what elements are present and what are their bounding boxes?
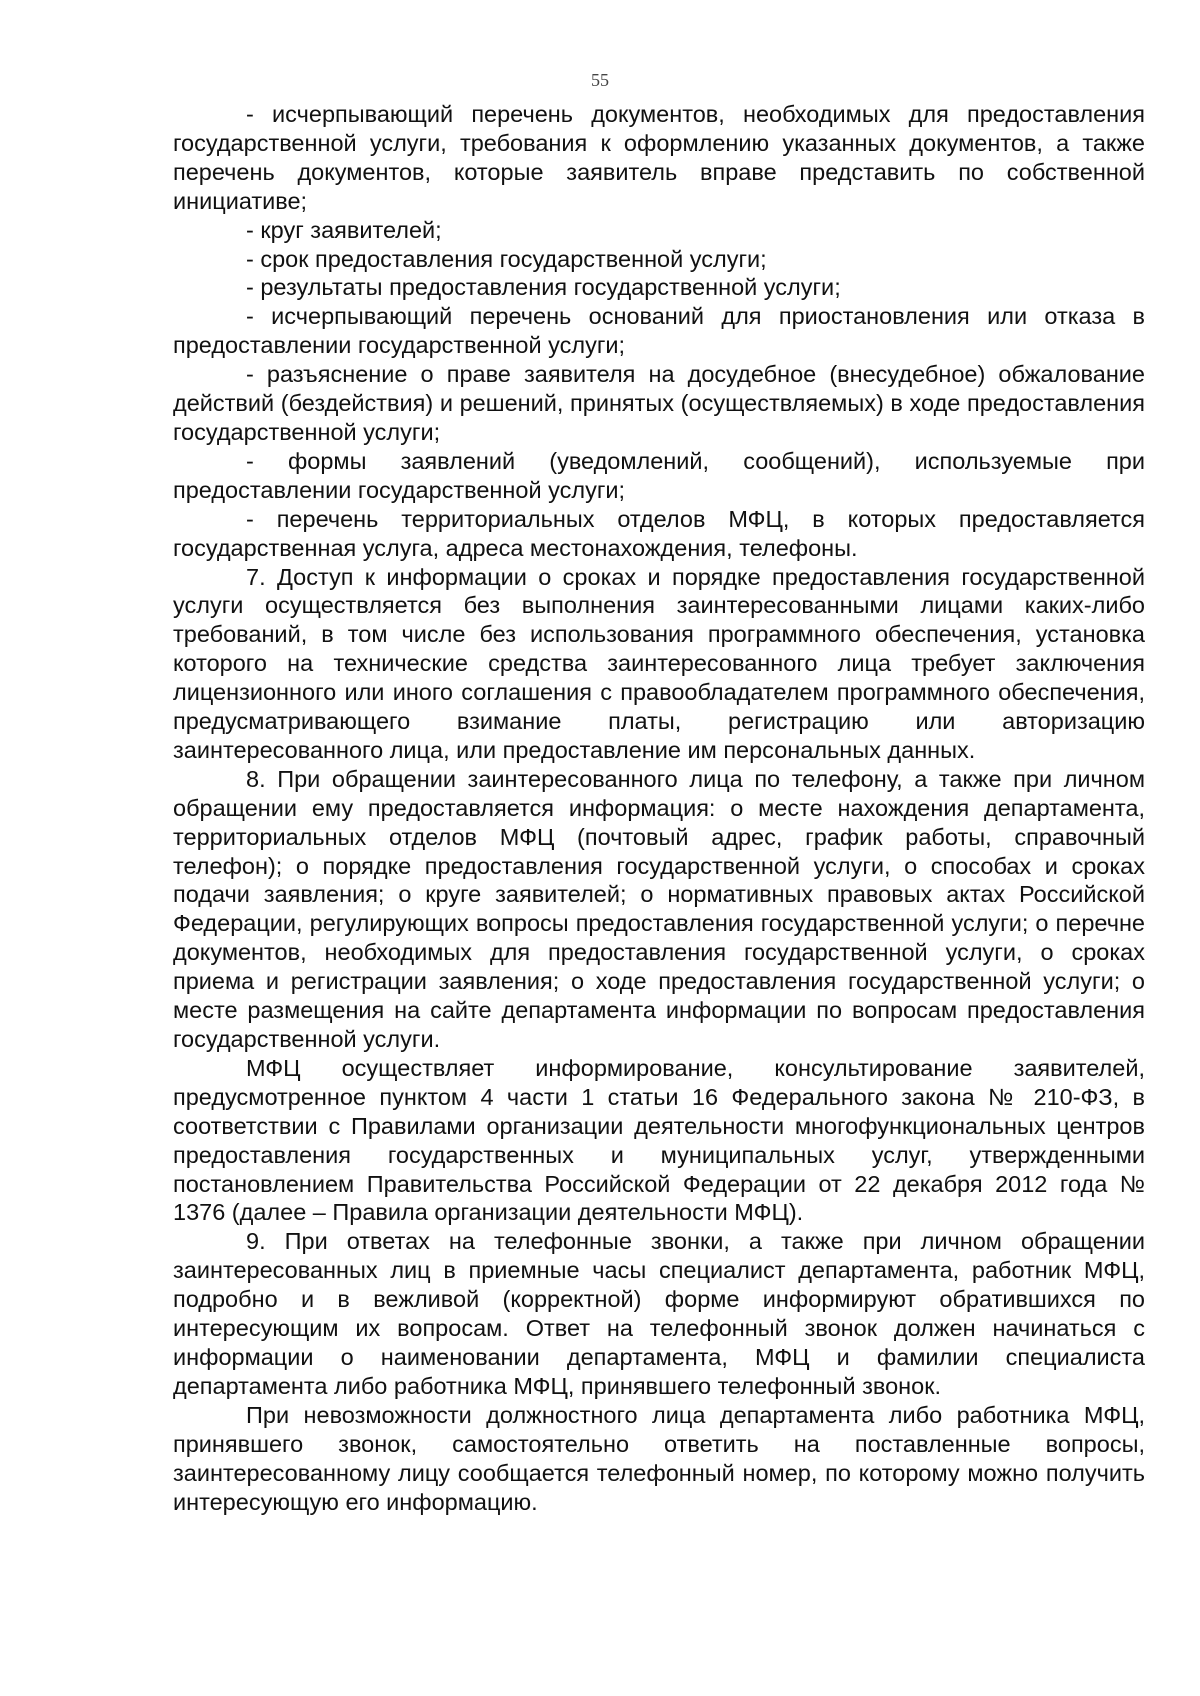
- paragraph-8-phone-inquiry: 8. При обращении заинтересованного лица по телефону, а также при личном обращении ему предоставляется информация: о месте нахождения департамента, территориальных отделов МФЦ (почтовый адрес, график работы, справочный телефон); о порядке предоставления государственной услуги, о способах и сроках подачи заявления; о круге заявителей; о нормативных правовых актах Российской Федерации, регулирующих вопросы предоставления государственной услуги; о перечне документов, необходимых для предоставления государственной услуги, о сроках приема и регистрации заявления; о ходе предоставления государственной услуги; о месте размещения на сайте департамента информации по вопросам предоставления государственной услуги.: [173, 765, 1145, 1052]
- paragraph-referral-number: При невозможности должностного лица департамента либо работника МФЦ, принявшего звонок, самостоятельно ответить на поставленные вопросы, заинтересованному лицу сообщается телефонный номер, по которому можно получить интересующую его информацию.: [173, 1401, 1145, 1515]
- list-item-refusal-grounds: - исчерпывающий перечень оснований для приостановления или отказа в предоставлении государственной услуги;: [173, 303, 1145, 359]
- list-item-results: - результаты предоставления государственной услуги;: [246, 274, 841, 301]
- page-number: 55: [591, 70, 609, 90]
- list-item-application-forms: - формы заявлений (уведомлений, сообщений), используемые при предоставлении государственной услуги;: [173, 447, 1145, 503]
- list-item-documents: - исчерпывающий перечень документов, необходимых для предоставления государственной услуги, требования к оформлению указанных документов, а также перечень документов, которые заявитель вправе представить по собственной инициативе;: [173, 101, 1145, 214]
- document-body: [173, 100, 1145, 1516]
- paragraph-9-phone-answers: 9. При ответах на телефонные звонки, а также при личном обращении заинтересованных лиц в приемные часы специалист департамента, работник МФЦ, подробно и в вежливой (корректной) форме информируют обратившихся по интересующим их вопросам. Ответ на телефонный звонок должен начинаться с информации о наименовании департамента, МФЦ и фамилии специалиста департамента либо работника МФЦ, принявшего телефонный звонок.: [173, 1228, 1145, 1399]
- list-item-appeal-rights: - разъяснение о праве заявителя на досудебное (внесудебное) обжалование действий (бездействия) и решений, принятых (осуществляемых) в ходе предоставления государственной услуги;: [173, 361, 1145, 445]
- list-item-applicants: - круг заявителей;: [246, 216, 442, 243]
- paragraph-mfc-informing: МФЦ осуществляет информирование, консультирование заявителей, предусмотренное пунктом 4 части 1 статьи 16 Федерального закона № 210-ФЗ, в соответствии с Правилами организации деятельности многофункциональных центров предоставления государственных и муниципальных услуг, утвержденными постановлением Правительства Российской Федерации от 22 декабря 2012 года № 1376 (далее – Правила организации деятельности МФЦ).: [173, 1054, 1145, 1226]
- list-item-term: - срок предоставления государственной услуги;: [246, 245, 767, 272]
- paragraph-7-access: 7. Доступ к информации о сроках и порядке предоставления государственной услуги осуществляется без выполнения заинтересованными лицами каких-либо требований, в том числе без использования программного обеспечения, установка которого на технические средства заинтересованного лица требует заключения лицензионного или иного соглашения с правообладателем программного обеспечения, предусматривающего взимание платы, регистрацию или авторизацию заинтересованного лица, или предоставление им персональных данных.: [173, 563, 1145, 763]
- list-item-mfc-offices: - перечень территориальных отделов МФЦ, в которых предоставляется государственная услуга, адреса местонахождения, телефоны.: [173, 505, 1145, 561]
